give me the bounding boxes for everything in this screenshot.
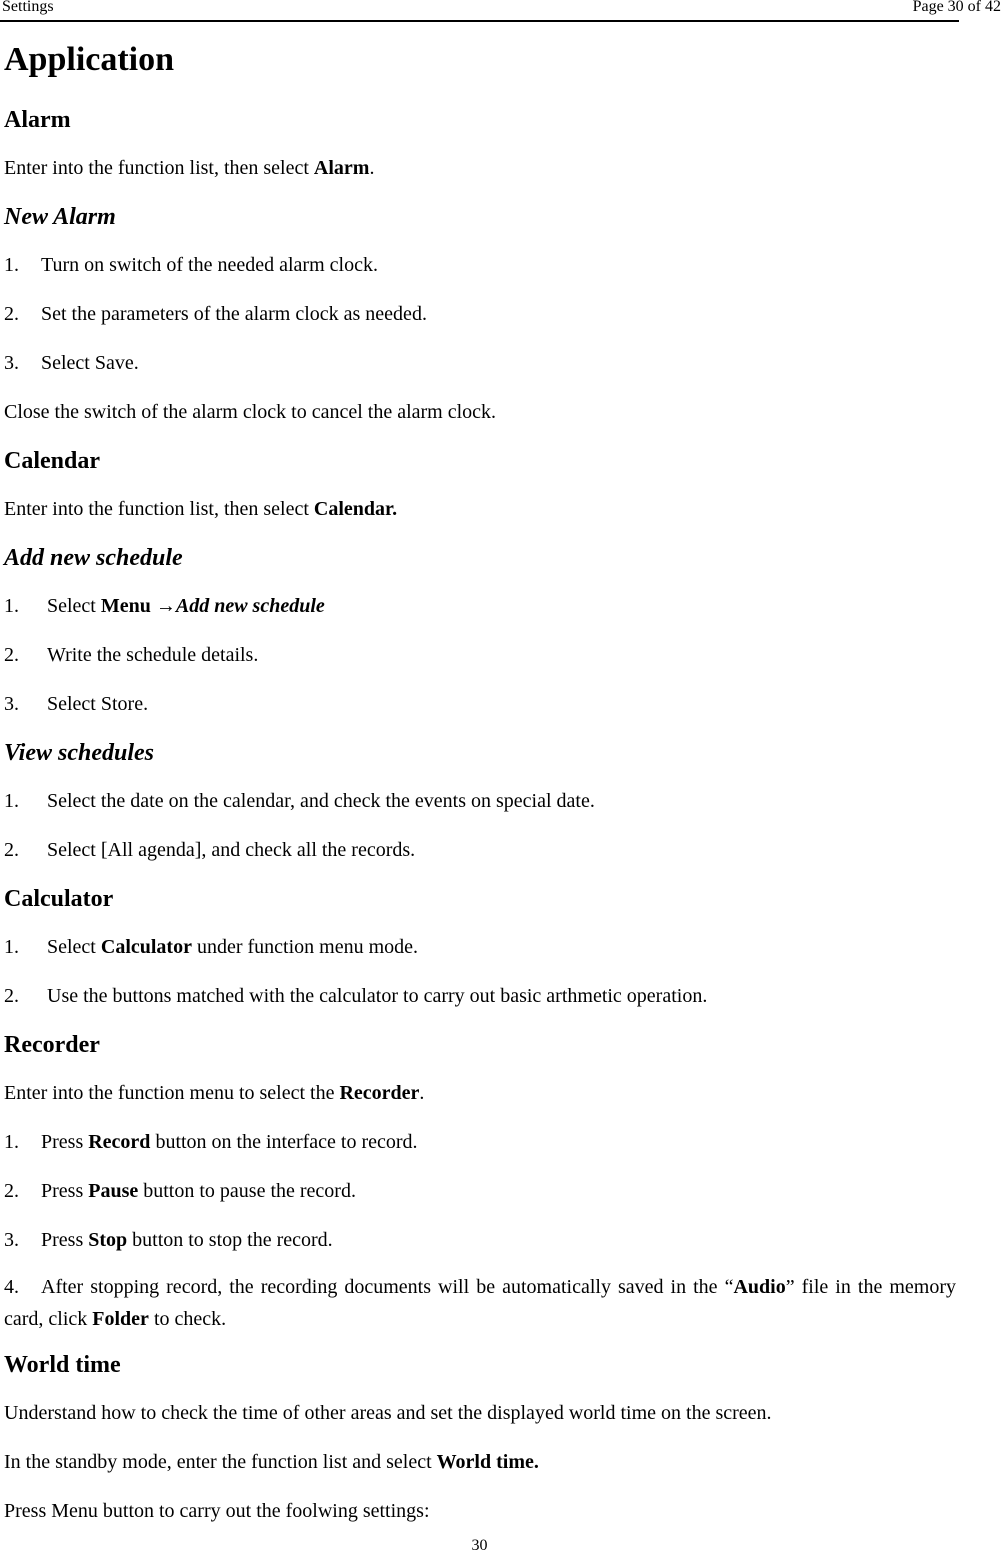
calculator-step: 1. Select Calculator under function menu mode.	[4, 936, 419, 958]
page-content	[4, 38, 956, 1536]
world-time-instruction: In the standby mode, enter the function list and select World time.	[4, 1451, 539, 1473]
calculator-step: 2. Use the buttons matched with the calculator to carry out basic arthmetic operation.	[4, 985, 708, 1007]
calendar-heading: Calendar	[4, 448, 100, 474]
world-time-settings: Press Menu button to carry out the foolwing settings:	[4, 1500, 430, 1522]
add-schedule-step: 3. Select Store.	[4, 693, 149, 715]
page-footer-number: 30	[471, 1537, 488, 1554]
alarm-note: Close the switch of the alarm clock to cancel the alarm clock.	[4, 401, 497, 423]
world-time-heading: World time	[4, 1352, 121, 1378]
new-alarm-subheading: New Alarm	[4, 204, 116, 230]
calendar-intro: Enter into the function list, then select Calendar.	[4, 498, 398, 520]
recorder-step: 2. Press Pause button to pause the record.	[4, 1180, 356, 1202]
alarm-intro: Enter into the function list, then select Alarm.	[4, 157, 375, 179]
recorder-step: 4. After stopping record, the recording documents will be automatically saved in the “Audio” file in the memory card, click Folder to check.	[4, 1276, 956, 1330]
add-schedule-step: 1. Select Menu →Add new schedule	[4, 595, 325, 617]
alarm-step: 1. Turn on switch of the needed alarm clock.	[4, 254, 378, 276]
add-schedule-step: 2. Write the schedule details.	[4, 644, 259, 666]
page-header	[0, 0, 1001, 22]
recorder-step: 3. Press Stop button to stop the record.	[4, 1229, 333, 1251]
alarm-step: 3. Select Save.	[4, 352, 139, 374]
alarm-step: 2. Set the parameters of the alarm clock as needed.	[4, 303, 427, 325]
world-time-description: Understand how to check the time of other areas and set the displayed world time on the screen.	[4, 1402, 772, 1424]
page-title: Application	[4, 41, 175, 78]
view-schedule-step: 1. Select the date on the calendar, and check the events on special date.	[4, 790, 595, 812]
recorder-heading: Recorder	[4, 1032, 100, 1058]
view-schedule-step: 2. Select [All agenda], and check all the records.	[4, 839, 416, 861]
recorder-step: 1. Press Record button on the interface to record.	[4, 1131, 418, 1153]
view-schedules-subheading: View schedules	[4, 740, 155, 766]
calculator-heading: Calculator	[4, 886, 114, 912]
recorder-intro: Enter into the function menu to select the Recorder.	[4, 1082, 425, 1104]
alarm-heading: Alarm	[4, 107, 71, 133]
header-page-number: Page 30 of 42	[912, 0, 1001, 15]
add-schedule-subheading: Add new schedule	[4, 545, 183, 571]
header-section-title: Settings	[2, 0, 54, 15]
